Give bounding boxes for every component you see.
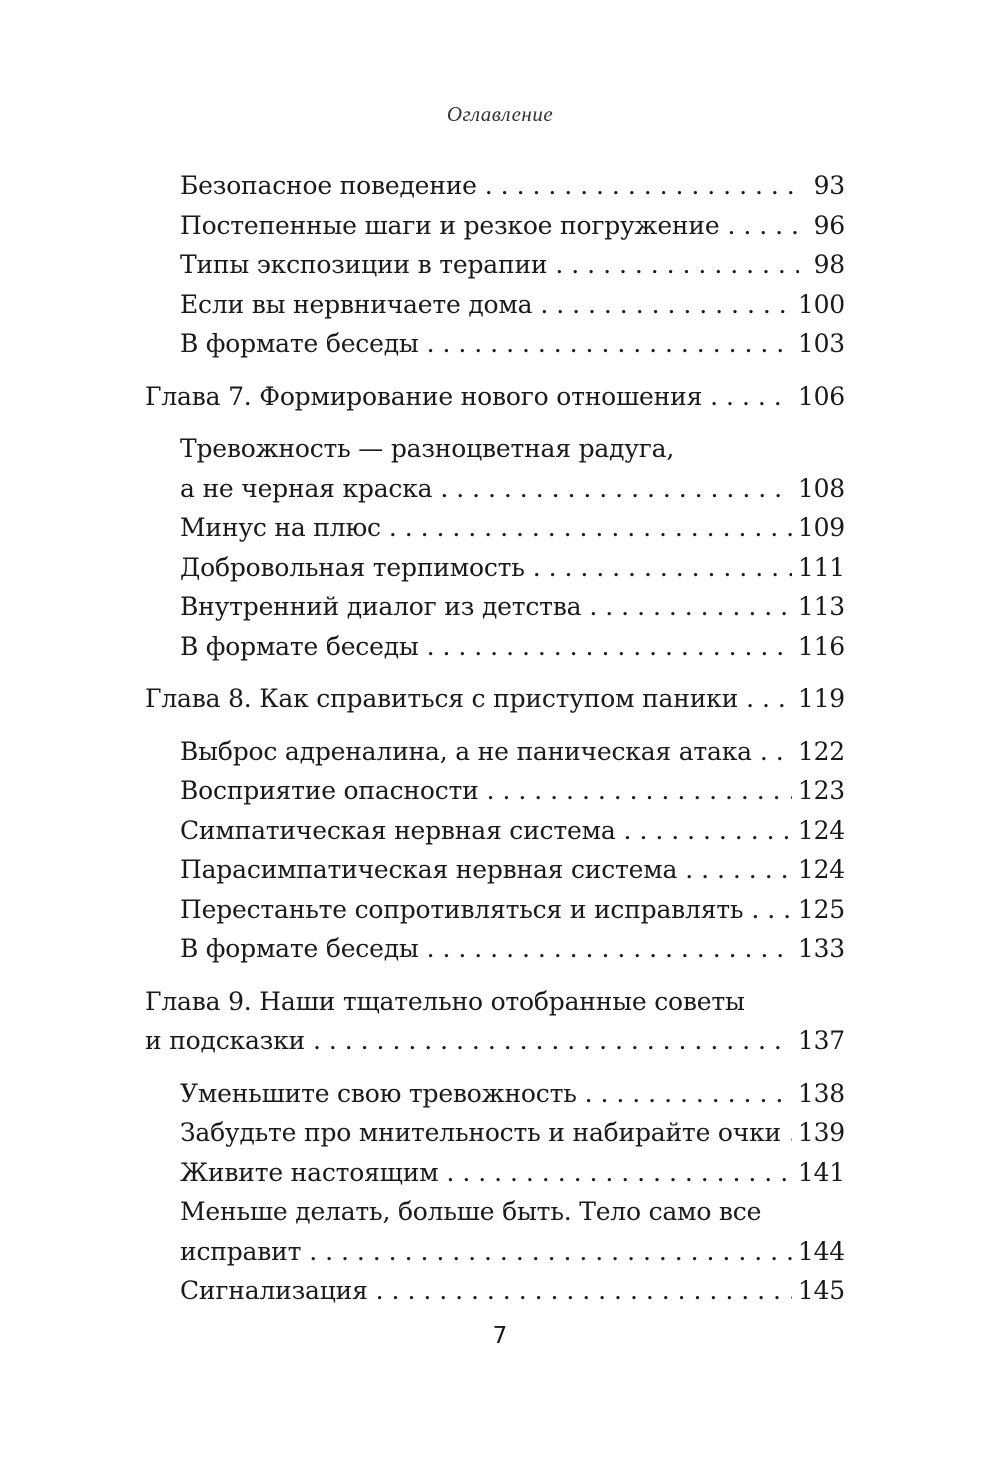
- table-of-contents: [145, 166, 845, 1311]
- toc-entry-title-line1: Тревожность — разноцветная радуга,: [180, 434, 675, 463]
- toc-entry-title-line1: Меньше делать, больше быть. Тело само все: [180, 1197, 762, 1226]
- toc-entry[interactable]: [145, 1271, 845, 1311]
- dot-leader: [309, 1232, 792, 1272]
- toc-chapter-page: 137: [797, 1026, 845, 1055]
- dot-leader: [533, 548, 792, 588]
- toc-chapter-9[interactable]: [145, 982, 845, 1061]
- dot-leader: [751, 890, 792, 930]
- dot-leader: [540, 285, 792, 325]
- toc-entry[interactable]: [145, 771, 845, 811]
- dot-leader: [685, 850, 792, 890]
- toc-entry[interactable]: [145, 1074, 845, 1114]
- toc-entry-page: 124: [797, 815, 845, 845]
- dot-leader: [427, 627, 792, 667]
- toc-entry-title: Добровольная терпимость: [180, 552, 525, 582]
- dot-leader: [485, 166, 799, 206]
- toc-entry[interactable]: [145, 324, 845, 364]
- toc-entry-page: 139: [797, 1118, 845, 1147]
- toc-entry[interactable]: [145, 166, 845, 206]
- toc-entry-title: Уменьшите свою тревожность: [180, 1078, 577, 1108]
- toc-entry[interactable]: [145, 1192, 845, 1271]
- toc-entry[interactable]: [145, 1153, 845, 1193]
- toc-entry-title: Постепенные шаги и резкое погружение: [180, 210, 720, 240]
- toc-entry-page: 108: [797, 473, 845, 503]
- toc-entry[interactable]: [145, 929, 845, 969]
- toc-entry[interactable]: [145, 429, 845, 508]
- toc-entry-page: 100: [797, 289, 845, 319]
- toc-entry-page: 123: [797, 776, 845, 805]
- toc-chapter-title: Глава 8. Как справиться с приступом паники: [145, 684, 739, 713]
- toc-entry-page: 93: [813, 171, 845, 200]
- toc-chapter-page: 106: [797, 381, 845, 411]
- dot-leader: [446, 1153, 791, 1193]
- toc-entry-page: 124: [797, 855, 845, 884]
- toc-entry-title: Забудьте про мнительность и набирайте очки: [180, 1118, 781, 1147]
- toc-entry-title: В формате беседы: [180, 934, 419, 963]
- toc-entry[interactable]: [145, 850, 845, 890]
- dot-leader: [727, 206, 799, 246]
- dot-leader: [585, 1074, 792, 1114]
- dot-leader: [427, 929, 792, 969]
- dot-leader: [389, 508, 792, 548]
- toc-chapter-8[interactable]: [145, 679, 845, 719]
- dot-leader: [427, 324, 792, 364]
- toc-entry-title: В формате беседы: [180, 631, 419, 661]
- toc-entry[interactable]: [145, 508, 845, 548]
- toc-entry[interactable]: [145, 245, 845, 285]
- toc-entry-title: Перестаньте сопротивляться и исправлять: [180, 894, 744, 924]
- toc-entry-page: 113: [797, 592, 845, 621]
- toc-entry-page: 111: [797, 552, 845, 582]
- toc-entry-page: 125: [797, 894, 845, 924]
- toc-chapter-page: 119: [797, 684, 845, 713]
- toc-entry-page: 141: [797, 1157, 845, 1187]
- toc-chapter-title: Глава 7. Формирование нового отношения: [145, 381, 703, 411]
- dot-leader: [589, 587, 791, 627]
- toc-entry-title: Парасимпатическая нервная система: [180, 855, 678, 884]
- dot-leader: [760, 732, 792, 772]
- toc-entry-title: Восприятие опасности: [180, 776, 479, 805]
- page-number: 7: [492, 1323, 508, 1349]
- toc-entry-title: Сигнализация: [180, 1276, 368, 1305]
- toc-entry[interactable]: [145, 548, 845, 588]
- toc-entry-title: Внутренний диалог из детства: [180, 592, 582, 621]
- dot-leader: [555, 245, 799, 285]
- toc-entry-title: Минус на плюс: [180, 513, 381, 542]
- toc-entry-title: исправит: [180, 1236, 302, 1266]
- toc-entry-page: 96: [813, 210, 845, 240]
- toc-entry-title: Если вы нервничаете дома: [180, 289, 533, 319]
- toc-entry-title: В формате беседы: [180, 329, 419, 358]
- toc-chapter-title-line1: Глава 9. Наши тщательно отобранные советы: [145, 986, 745, 1016]
- toc-entry[interactable]: [145, 1113, 845, 1153]
- toc-entry[interactable]: [145, 627, 845, 667]
- toc-entry-page: 98: [813, 250, 845, 279]
- dot-leader: [487, 771, 792, 811]
- toc-entry-page: 145: [797, 1276, 845, 1305]
- toc-entry-page: 103: [797, 329, 845, 358]
- dot-leader: [440, 469, 792, 509]
- toc-entry-page: 133: [797, 934, 845, 963]
- toc-entry-title: Симпатическая нервная система: [180, 815, 616, 845]
- toc-entry-page: 122: [797, 736, 845, 766]
- toc-entry-title: Выброс адреналина, а не паническая атака: [180, 736, 752, 766]
- toc-entry[interactable]: [145, 587, 845, 627]
- toc-chapter-title: и подсказки: [145, 1026, 305, 1055]
- toc-entry-title: а не черная краска: [180, 473, 433, 503]
- toc-entry-title: Типы экспозиции в терапии: [180, 250, 548, 279]
- toc-entry-page: 138: [797, 1078, 845, 1108]
- dot-leader: [313, 1021, 792, 1061]
- dot-leader: [376, 1271, 792, 1311]
- dot-leader: [746, 679, 792, 719]
- toc-entry[interactable]: [145, 811, 845, 851]
- toc-entry[interactable]: [145, 206, 845, 246]
- toc-entry-page: 144: [797, 1236, 845, 1266]
- running-head: Оглавление: [446, 102, 554, 126]
- toc-entry[interactable]: [145, 285, 845, 325]
- dot-leader: [710, 377, 792, 417]
- toc-entry-page: 116: [797, 631, 845, 661]
- dot-leader: [789, 1113, 792, 1153]
- toc-entry-title: Живите настоящим: [180, 1157, 439, 1187]
- toc-entry[interactable]: [145, 890, 845, 930]
- toc-entry-page: 109: [797, 513, 845, 542]
- toc-entry-title: Безопасное поведение: [180, 171, 477, 200]
- dot-leader: [624, 811, 792, 851]
- toc-entry[interactable]: [145, 732, 845, 772]
- toc-chapter-7[interactable]: [145, 377, 845, 417]
